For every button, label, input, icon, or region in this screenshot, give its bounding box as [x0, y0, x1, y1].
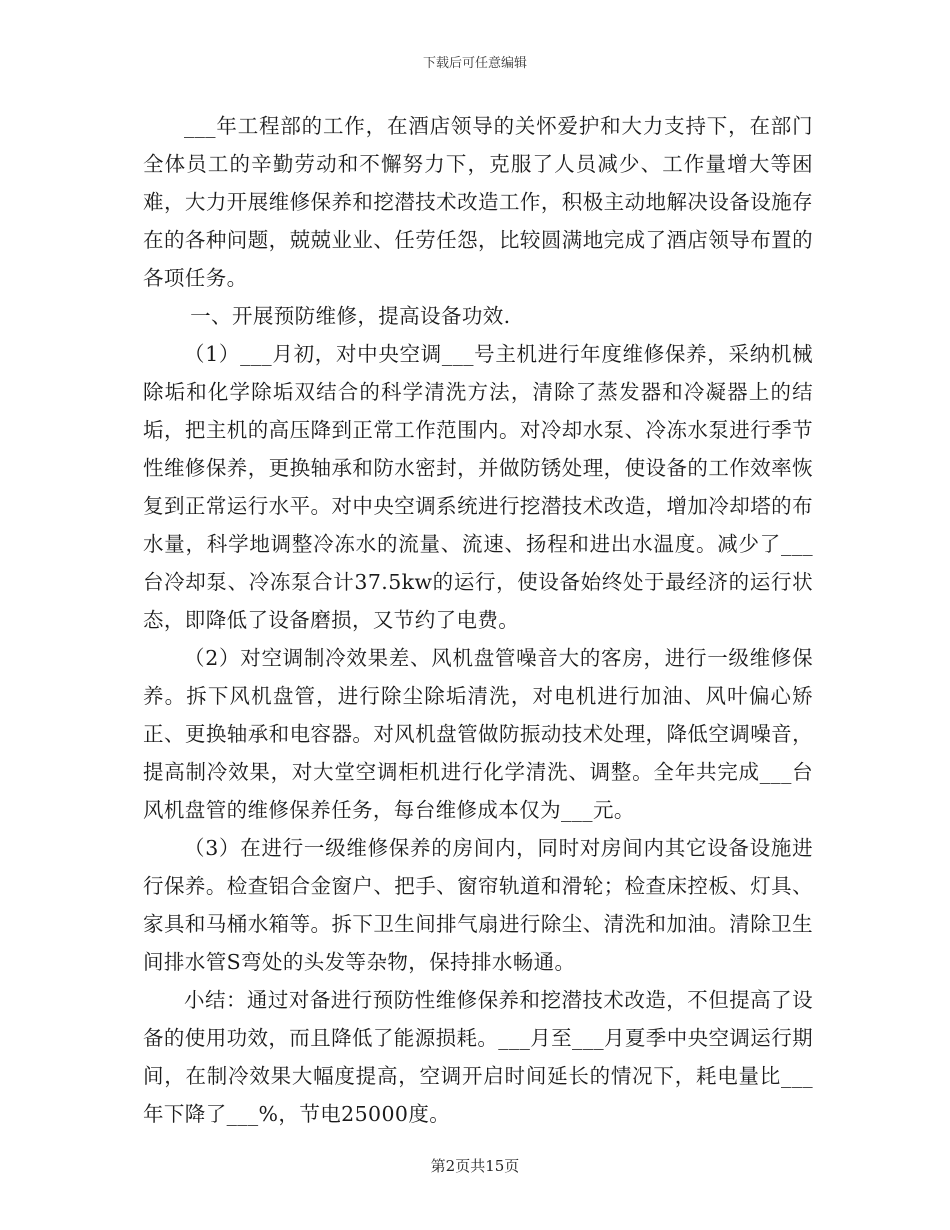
section-heading: 一、开展预防维修，提高设备功效.	[190, 304, 511, 328]
paragraph-item-3: （3）在进行一级维修保养的房间内，同时对房间内其它设备设施进行保养。检查铝合金窗户、把手、窗帘轨道和滑轮；检查床控板、灯具、家具和马桶水箱等。拆下卫生间排气扇进行除尘、清洗和加油。清除卫生间排水管S弯处的头发等杂物，保持排水畅通。	[143, 836, 813, 974]
paragraph-intro: ___年工程部的工作，在酒店领导的关怀爱护和大力支持下，在部门全体员工的辛勤劳动和不懈努力下，克服了人员减少、工作量增大等困难，大力开展维修保养和挖潜技术改造工作，积极主动地解决设备设施存在的各种问题，兢兢业业、任劳任怨，比较圆满地完成了酒店领导布置的各项任务。	[143, 114, 813, 290]
page-header-note: 下载后可任意编辑	[422, 56, 527, 71]
paragraph-item-1: （1）___月初，对中央空调___号主机进行年度维修保养，采纳机械除垢和化学除垢双结合的科学清洗方法，清除了蒸发器和冷凝器上的结垢，把主机的高压降到正常工作范围内。对冷却水泵、冷冻水泵进行季节性维修保养，更换轴承和防水密封，并做防锈处理，使设备的工作效率恢复到正常运行水平。对中央空调系统进行挖潜技术改造，增加冷却塔的布水量，科学地调整冷冻水的流量、流速、扬程和进出水温度。减少了___台冷却泵、冷冻泵合计37.5kw的运行，使设备始终处于最经济的运行状态，即降低了设备磨损，又节约了电费。	[143, 342, 813, 632]
document-body	[143, 107, 813, 1133]
paragraph-summary: 小结：通过对备进行预防性维修保养和挖潜技术改造，不但提高了设备的使用功效，而且降低了能源损耗。___月至___月夏季中央空调运行期间，在制冷效果大幅度提高，空调开启时间延长的情况下，耗电量比___年下降了___%，节电25000度。	[143, 988, 813, 1126]
page-number: 第2页共15页	[430, 1157, 520, 1175]
paragraph-item-2: （2）对空调制冷效果差、风机盘管噪音大的客房，进行一级维修保养。拆下风机盘管，进行除尘除垢清洗，对电机进行加油、风叶偏心矫正、更换轴承和电容器。对风机盘管做防振动技术处理，降低空调噪音，提高制冷效果，对大堂空调柜机进行化学清洗、调整。全年共完成___台风机盘管的维修保养任务，每台维修成本仅为___元。	[143, 646, 813, 822]
